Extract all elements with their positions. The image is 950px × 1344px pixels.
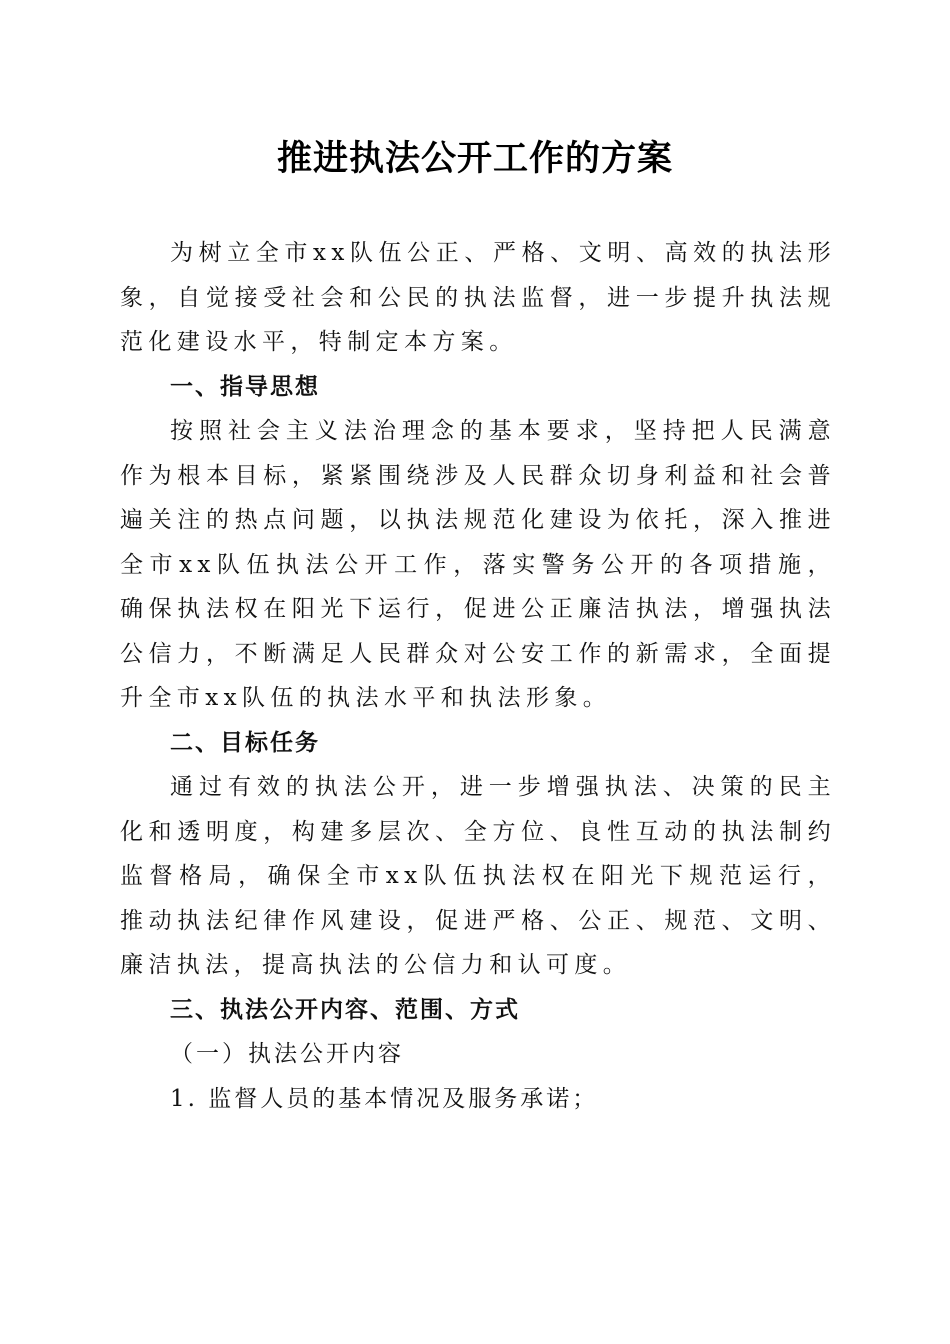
document-body <box>120 231 836 1121</box>
section-paragraph-guiding-ideology: 按照社会主义法治理念的基本要求，坚持把人民满意作为根本目标，紧紧围绕涉及人民群众切身利益和社会普遍关注的热点问题，以执法规范化建设为依托，深入推进全市xx队伍执法公开工作，落实警务公开的各项措施，确保执法权在阳光下运行，促进公正廉洁执法，增强执法公信力，不断满足人民群众对公安工作的新需求，全面提升全市xx队伍的执法水平和执法形象。 <box>120 418 836 711</box>
section-heading-goals-tasks: 二、目标任务 <box>170 729 320 756</box>
document-title: 推进执法公开工作的方案 <box>276 138 673 179</box>
section-heading-guiding-ideology: 一、指导思想 <box>170 373 320 400</box>
list-item: 1. 监督人员的基本情况及服务承诺； <box>170 1085 599 1112</box>
section-heading-disclosure-scope: 三、执法公开内容、范围、方式 <box>170 996 520 1023</box>
intro-paragraph: 为树立全市xx队伍公正、严格、文明、高效的执法形象，自觉接受社会和公民的执法监督，进一步提升执法规范化建设水平，特制定本方案。 <box>120 240 836 355</box>
subsection-heading-disclosure-content: （一）执法公开内容 <box>170 1041 404 1067</box>
section-paragraph-goals-tasks: 通过有效的执法公开，进一步增强执法、决策的民主化和透明度，构建多层次、全方位、良性互动的执法制约监督格局，确保全市xx队伍执法权在阳光下规范运行，推动执法纪律作风建设，促进严格、公正、规范、文明、廉洁执法，提高执法的公信力和认可度。 <box>120 774 836 978</box>
